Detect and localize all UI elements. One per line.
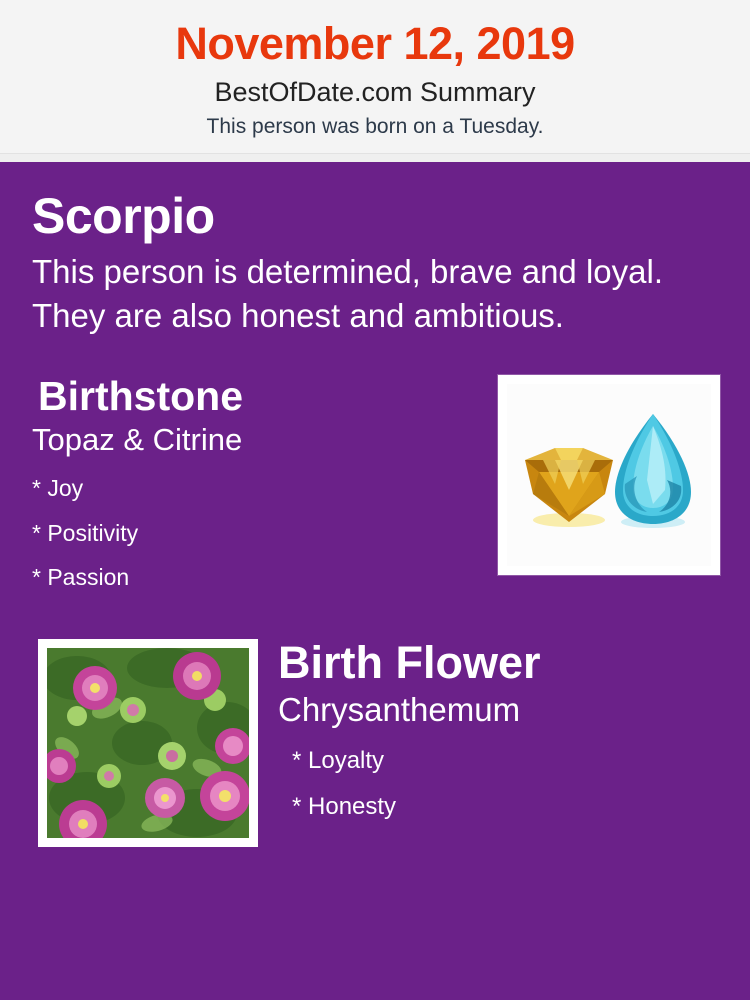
birthstone-trait: * Joy bbox=[32, 475, 84, 502]
birthstone-text bbox=[30, 375, 460, 591]
birthstone-photo bbox=[498, 375, 720, 575]
birth-flower-image bbox=[47, 648, 249, 838]
birthstone-trait: * Positivity bbox=[32, 519, 139, 546]
header-divider bbox=[0, 153, 750, 162]
birthstone-section bbox=[30, 375, 720, 605]
birth-flower-photo bbox=[38, 639, 258, 847]
born-weekday-text: This person was born on a Tuesday. bbox=[206, 114, 544, 138]
card-body bbox=[0, 162, 750, 1000]
zodiac-sign-title: Scorpio bbox=[32, 187, 215, 244]
card-header bbox=[0, 0, 750, 153]
birthstone-title: Birthstone bbox=[38, 373, 243, 420]
birth-flower-trait: * Honesty bbox=[292, 793, 397, 821]
gemstones-illustration bbox=[507, 384, 711, 566]
birth-flower-trait: * Loyalty bbox=[292, 746, 385, 774]
birth-flower-section bbox=[30, 639, 720, 854]
zodiac-description: This person is determined, brave and loyal. They are also honest and ambitious. bbox=[32, 253, 663, 334]
site-summary-label: BestOfDate.com Summary bbox=[214, 76, 536, 107]
birthstone-names: Topaz & Citrine bbox=[32, 422, 243, 458]
birthstone-trait: * Passion bbox=[32, 564, 130, 591]
chrysanthemum-illustration bbox=[47, 648, 249, 838]
page-title: November 12, 2019 bbox=[175, 18, 575, 69]
birth-flower-title: Birth Flower bbox=[278, 637, 541, 689]
birth-flower-text bbox=[278, 639, 720, 822]
birthstone-image bbox=[507, 384, 711, 566]
birth-flower-name: Chrysanthemum bbox=[278, 690, 521, 728]
